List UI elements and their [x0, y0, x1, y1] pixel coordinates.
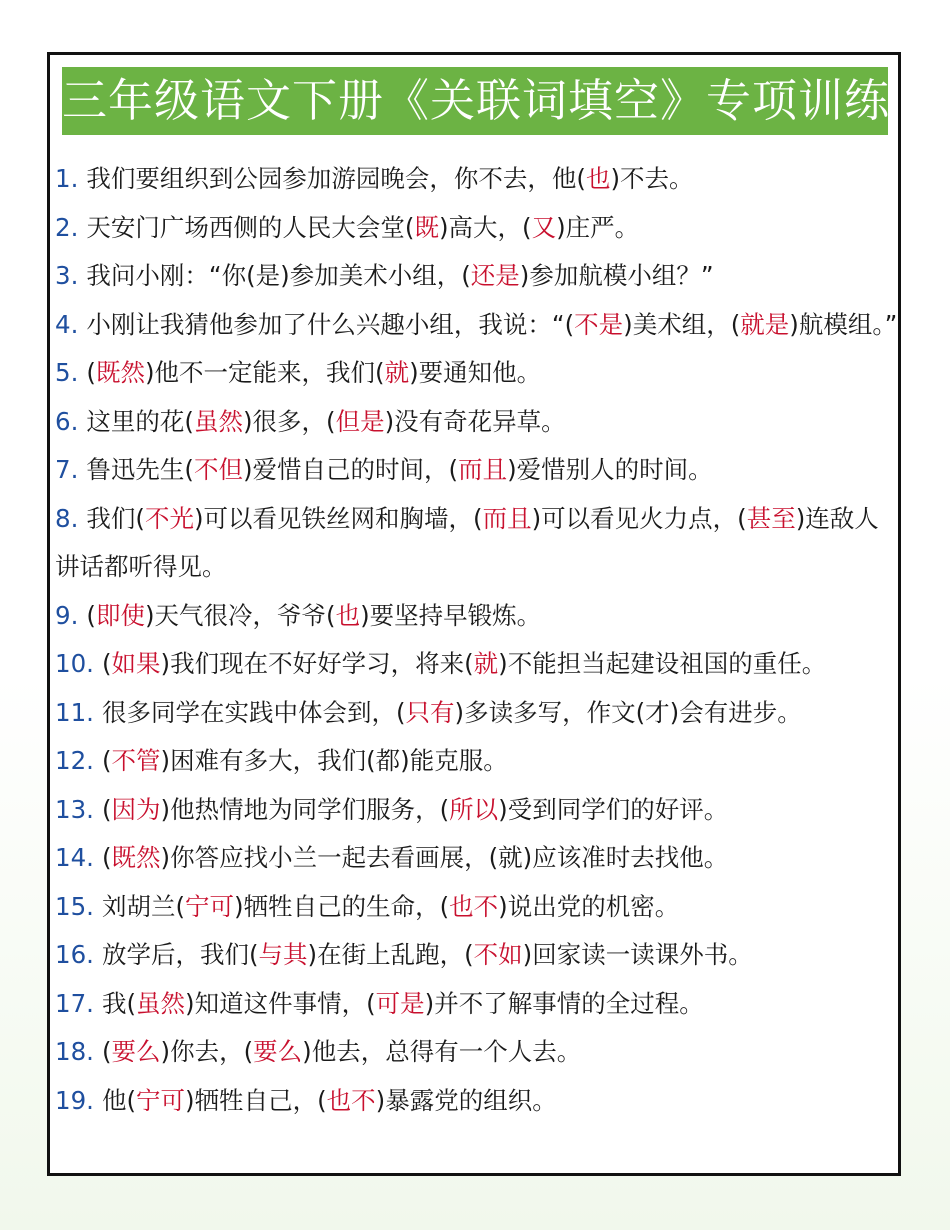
item-number: 1.	[55, 164, 79, 193]
answer-connective: 而且	[482, 503, 532, 533]
answer-connective: 宁可	[136, 1085, 186, 1115]
blank-open-paren: (	[366, 746, 376, 775]
sentence-text: 不去。	[620, 164, 694, 193]
blank-open-paren: (	[243, 1037, 254, 1066]
blank-close-paren: )	[623, 309, 633, 339]
sentence-text: 要坚持早锻炼。	[369, 600, 542, 630]
blank-close-paren: )	[234, 891, 244, 921]
blank-close-paren: )	[498, 649, 508, 678]
exercise-item	[55, 398, 900, 447]
answer-connective: 也	[335, 600, 361, 630]
blank-close-paren: )	[242, 455, 253, 484]
sentence-text: 放学后，我们	[101, 940, 249, 969]
blank-open-paren: (	[464, 940, 474, 969]
blank-open-paren: (	[737, 503, 747, 533]
sentence-text: 我们要组织到公园参加游园晚会，你不去，他	[86, 164, 577, 193]
answer-connective: 但是	[335, 406, 385, 436]
sentence-text: 他热情地为同学们服务，	[170, 794, 440, 824]
answer-connective: 才	[645, 697, 670, 727]
answer-connective: 所以	[449, 794, 499, 824]
sentence-text: 知道这件事情，	[194, 988, 367, 1018]
answer-connective: 虽然	[136, 988, 186, 1018]
blank-close-paren: )	[160, 746, 171, 775]
blank-close-paren: )	[280, 261, 290, 290]
answer-connective: 宁可	[185, 891, 235, 921]
blank-open-paren: (	[564, 309, 575, 339]
answer-connective: 既然	[95, 358, 145, 387]
blank-open-paren: (	[101, 1037, 112, 1066]
sentence-text: 你去，	[170, 1037, 244, 1066]
item-number: 6.	[55, 406, 79, 436]
blank-open-paren: (	[522, 212, 532, 242]
exercise-item	[55, 349, 900, 398]
answer-connective: 甚至	[746, 503, 796, 533]
sentence-text: 美术组，	[632, 309, 731, 339]
blank-close-paren: )	[522, 940, 533, 969]
exercise-item	[55, 495, 900, 592]
item-number: 10.	[55, 649, 94, 678]
item-number: 4.	[55, 309, 79, 339]
blank-close-paren: )	[144, 600, 155, 630]
answer-connective: 即使	[95, 600, 145, 630]
blank-close-paren: )	[438, 212, 449, 242]
sentence-text: 很多同学在实践中体会到，	[101, 697, 396, 727]
sentence-text: 高大，	[448, 212, 523, 242]
exercise-item	[55, 883, 900, 932]
sentence-text: 他	[101, 1085, 127, 1115]
blank-open-paren: (	[86, 358, 96, 387]
blank-open-paren: (	[101, 746, 112, 775]
sentence-text: 这里的花	[86, 406, 185, 436]
sentence-text: 天安门广场西侧的人民大会堂	[86, 212, 405, 242]
exercise-item	[55, 155, 900, 204]
blank-open-paren: (	[464, 649, 474, 678]
blank-close-paren: )	[242, 406, 253, 436]
blank-close-paren: )	[160, 794, 171, 824]
sentence-text: 受到同学们的好评。	[507, 794, 729, 824]
sentence-text: 多读多写，作文	[464, 697, 636, 727]
sentence-text: 鲁迅先生	[86, 455, 185, 484]
exercise-item	[55, 834, 900, 883]
sentence-text: 牺牲自己的生命，	[243, 891, 440, 921]
blank-open-paren: (	[86, 600, 96, 630]
blank-open-paren: (	[135, 503, 145, 533]
page-title: 三年级语文下册《关联词填空》专项训练	[62, 67, 888, 135]
blank-open-paren: (	[246, 261, 256, 290]
exercise-item	[55, 446, 900, 495]
blank-open-paren: (	[461, 261, 471, 290]
answer-connective: 是	[255, 261, 281, 290]
blank-close-paren: )	[409, 358, 419, 387]
exercise-item	[55, 592, 900, 641]
blank-open-paren: (	[326, 600, 336, 630]
item-number: 19.	[55, 1085, 94, 1115]
exercise-item	[55, 689, 900, 738]
item-number: 15.	[55, 891, 94, 921]
blank-open-paren: (	[126, 1085, 137, 1115]
blank-open-paren: (	[488, 843, 499, 872]
blank-open-paren: (	[326, 406, 336, 436]
blank-open-paren: (	[126, 988, 137, 1018]
blank-open-paren: (	[101, 649, 112, 678]
sentence-text: 爱惜别人的时间。	[516, 455, 713, 484]
sentence-text: 我问小刚：“你	[86, 261, 247, 290]
sentence-text: 应该准时去找他。	[532, 843, 729, 872]
answer-connective: 也	[585, 164, 611, 193]
item-number: 12.	[55, 746, 94, 775]
exercise-item	[55, 1028, 900, 1077]
exercise-item	[55, 301, 900, 350]
sentence-text: 并不了解事情的全过程。	[434, 988, 704, 1018]
sentence-text: 我们现在不好好学习，将来	[170, 649, 465, 678]
blank-close-paren: )	[531, 503, 542, 533]
blank-open-paren: (	[730, 309, 741, 339]
sentence-text: 可以看见铁丝网和胸墙，	[203, 503, 474, 533]
blank-close-paren: )	[522, 843, 533, 872]
exercise-list	[55, 155, 900, 1125]
answer-connective: 既然	[111, 843, 161, 872]
item-number: 18.	[55, 1037, 94, 1066]
sentence-text: 刘胡兰	[101, 891, 176, 921]
sentence-text: 回家读一读课外书。	[532, 940, 753, 969]
blank-open-paren: (	[248, 940, 259, 969]
blank-close-paren: )	[375, 1085, 386, 1115]
blank-open-paren: (	[184, 406, 194, 436]
answer-connective: 就	[384, 358, 410, 387]
sentence-text: 没有奇花异草。	[394, 406, 566, 436]
exercise-item	[55, 1077, 900, 1126]
blank-open-paren: (	[576, 164, 586, 193]
sentence-text: 牺牲自己，	[194, 1085, 318, 1115]
blank-close-paren: )	[185, 988, 195, 1018]
blank-open-paren: (	[473, 503, 483, 533]
blank-open-paren: (	[366, 988, 376, 1018]
answer-connective: 而且	[458, 455, 508, 484]
blank-close-paren: )	[424, 988, 435, 1018]
answer-connective: 不是	[574, 309, 624, 339]
answer-connective: 既	[414, 212, 439, 242]
blank-open-paren: (	[635, 697, 646, 727]
blank-close-paren: )	[795, 503, 806, 533]
sentence-text: 航模组。”	[798, 309, 898, 339]
answer-connective: 也不	[449, 891, 499, 921]
exercise-item	[55, 737, 900, 786]
answer-connective: 要么	[253, 1037, 303, 1066]
sentence-text: 天气很冷，爷爷	[154, 600, 327, 630]
answer-connective: 就	[498, 843, 523, 872]
sentence-text: 庄严。	[565, 212, 640, 242]
answer-connective: 要么	[111, 1037, 161, 1066]
answer-connective: 不管	[111, 746, 161, 775]
sentence-text: 可以看见火力点，	[541, 503, 738, 533]
answer-connective: 又	[531, 212, 557, 242]
blank-open-paren: (	[101, 843, 112, 872]
worksheet-frame	[47, 52, 901, 1176]
blank-open-paren: (	[404, 212, 415, 242]
answer-connective: 虽然	[193, 406, 243, 436]
item-number: 5.	[55, 358, 79, 387]
blank-close-paren: )	[454, 697, 465, 727]
exercise-item	[55, 252, 900, 301]
sentence-text: 在街上乱跑，	[317, 940, 465, 969]
blank-close-paren: )	[498, 794, 508, 824]
answer-connective: 不如	[473, 940, 523, 969]
answer-connective: 都	[375, 746, 401, 775]
item-number: 11.	[55, 697, 94, 727]
item-number: 3.	[55, 261, 79, 290]
blank-close-paren: )	[160, 1037, 171, 1066]
item-number: 16.	[55, 940, 94, 969]
sentence-text: 不能担当起建设祖国的重任。	[507, 649, 827, 678]
blank-close-paren: )	[610, 164, 621, 193]
item-number: 7.	[55, 455, 79, 484]
sentence-text: 暴露党的组织。	[385, 1085, 557, 1115]
blank-close-paren: )	[185, 1085, 195, 1115]
answer-connective: 就	[473, 649, 499, 678]
blank-close-paren: )	[556, 212, 566, 242]
blank-open-paren: (	[395, 697, 406, 727]
item-number: 13.	[55, 794, 94, 824]
blank-open-paren: (	[439, 891, 450, 921]
exercise-item	[55, 204, 900, 253]
exercise-item	[55, 640, 900, 689]
sentence-text: 他去，总得有一个人去。	[311, 1037, 582, 1066]
blank-close-paren: )	[193, 503, 204, 533]
blank-close-paren: )	[160, 843, 171, 872]
blank-close-paren: )	[498, 891, 508, 921]
blank-close-paren: )	[519, 261, 530, 290]
exercise-item	[55, 980, 900, 1029]
item-number: 17.	[55, 988, 94, 1018]
blank-close-paren: )	[507, 455, 517, 484]
sentence-text: 参加美术小组，	[289, 261, 462, 290]
item-number: 9.	[55, 600, 79, 630]
blank-close-paren: )	[302, 1037, 312, 1066]
sentence-text: 会有进步。	[679, 697, 802, 727]
sentence-text: 能克服。	[409, 746, 508, 775]
sentence-text: 要通知他。	[418, 358, 542, 387]
blank-open-paren: (	[448, 455, 459, 484]
answer-connective: 不光	[144, 503, 194, 533]
blank-close-paren: )	[384, 406, 395, 436]
sentence-text: 他不一定能来，我们	[154, 358, 376, 387]
sentence-text: 我们	[86, 503, 136, 533]
blank-close-paren: )	[360, 600, 370, 630]
answer-connective: 还是	[470, 261, 520, 290]
blank-close-paren: )	[789, 309, 799, 339]
exercise-item	[55, 786, 900, 835]
item-number: 2.	[55, 212, 79, 242]
item-number: 14.	[55, 843, 94, 872]
blank-close-paren: )	[160, 649, 171, 678]
answer-connective: 与其	[258, 940, 308, 969]
answer-connective: 就是	[740, 309, 790, 339]
sentence-text: 连敌人讲话都听得见。	[55, 503, 879, 581]
answer-connective: 不但	[193, 455, 243, 484]
sentence-text: 爱惜自己的时间，	[252, 455, 449, 484]
exercise-item	[55, 931, 900, 980]
answer-connective: 因为	[111, 794, 161, 824]
blank-open-paren: (	[175, 891, 186, 921]
answer-connective: 也不	[326, 1085, 376, 1115]
answer-connective: 如果	[111, 649, 161, 678]
sentence-text: 参加航模小组？”	[529, 261, 714, 290]
sentence-text: 困难有多大，我们	[170, 746, 367, 775]
sentence-text: 小刚让我猜他参加了什么兴趣小组，我说：“	[86, 309, 565, 339]
sentence-text: 我	[101, 988, 127, 1018]
blank-open-paren: (	[184, 455, 194, 484]
sentence-text: 你答应找小兰一起去看画展，	[170, 843, 489, 872]
answer-connective: 只有	[405, 697, 455, 727]
sentence-text: 很多，	[252, 406, 327, 436]
blank-close-paren: )	[669, 697, 680, 727]
item-number: 8.	[55, 503, 79, 533]
blank-close-paren: )	[400, 746, 410, 775]
blank-open-paren: (	[375, 358, 385, 387]
blank-open-paren: (	[317, 1085, 327, 1115]
blank-close-paren: )	[307, 940, 318, 969]
blank-open-paren: (	[101, 794, 112, 824]
sentence-text: 说出党的机密。	[507, 891, 680, 921]
blank-close-paren: )	[144, 358, 155, 387]
blank-open-paren: (	[439, 794, 450, 824]
answer-connective: 可是	[375, 988, 425, 1018]
